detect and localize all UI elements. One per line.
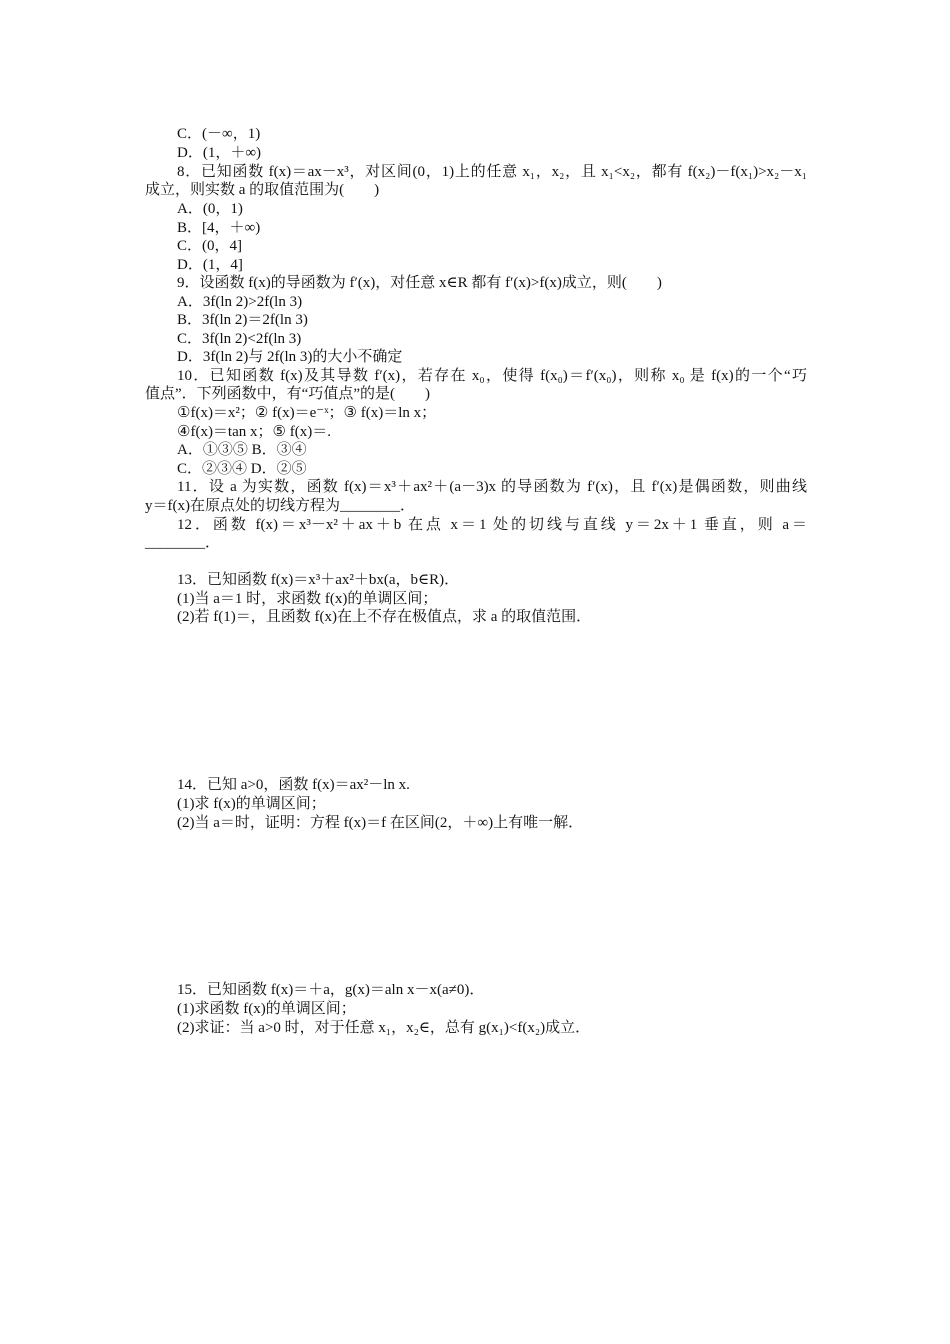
q14-part1: (1)求 f(x)的单调区间； <box>177 796 326 812</box>
q14-part2: (2)当 a＝时，证明：方程 f(x)＝f 在区间(2，＋∞)上有唯一解． <box>177 815 584 831</box>
q10-stem-line1: 10．已知函数 f(x)及其导数 f′(x)，若存在 x₀，使得 f(x₀)＝f′(x₀)，则称 x₀ 是 f(x)的一个“巧 <box>177 368 807 384</box>
q8-stem-line1: 8．已知函数 f(x)＝ax－x³，对区间(0，1)上的任意 x₁，x₂，且 x₁<x₂，都有 f(x₂)－f(x₁)>x₂－x₁ <box>177 164 807 180</box>
q14-stem: 14．已知 a>0，函数 f(x)＝ax²－ln x. <box>177 777 410 793</box>
q7-option-d: D．(1，＋∞) <box>177 145 262 161</box>
q15-part1: (1)求函数 f(x)的单调区间； <box>177 1001 356 1017</box>
q12-stem-line1: 12．函数 f(x)＝x³－x²＋ax＋b 在点 x＝1 处的切线与直线 y＝2x＋1 垂直，则 a＝ <box>177 517 807 533</box>
q11-stem-line2: y＝f(x)在原点处的切线方程为________． <box>145 498 415 514</box>
q9-option-d: D．3f(ln 2)与 2f(ln 3)的大小不确定 <box>177 349 403 365</box>
q13-stem: 13．已知函数 f(x)＝x³＋ax²＋bx(a，b∈R)． <box>177 572 460 588</box>
q8-option-d: D．(1，4] <box>177 257 243 273</box>
q12-stem-line2: ________． <box>145 535 221 551</box>
q7-option-c: C．(－∞，1) <box>177 126 261 142</box>
q9-option-c: C．3f(ln 2)<2f(ln 3) <box>177 331 302 347</box>
q9-option-a: A．3f(ln 2)>2f(ln 3) <box>177 294 303 310</box>
q10-options-ab: A．①③⑤ B．③④ <box>177 442 307 458</box>
q15-stem: 15．已知函数 f(x)＝＋a，g(x)＝aln x－x(a≠0)． <box>177 982 485 998</box>
q8-option-b: B．[4，＋∞) <box>177 220 261 236</box>
q10-functions-line1: ①f(x)＝x²；② f(x)＝e⁻ˣ；③ f(x)＝ln x； <box>177 405 437 421</box>
q11-stem-line1: 11．设 a 为实数，函数 f(x)＝x³＋ax²＋(a－3)x 的导函数为 f′(x)，且 f′(x)是偶函数，则曲线 <box>177 479 807 495</box>
q10-functions-line2: ④f(x)＝tan x；⑤ f(x)＝. <box>177 424 331 440</box>
q9-option-b: B．3f(ln 2)＝2f(ln 3) <box>177 312 308 328</box>
q15-part2: (2)求证：当 a>0 时，对于任意 x₁，x₂∈，总有 g(x₁)<f(x₂)成立． <box>177 1020 591 1036</box>
q8-option-c: C．(0，4] <box>177 238 242 254</box>
q8-option-a: A．(0，1) <box>177 201 243 217</box>
q10-stem-line2: 值点”．下列函数中，有“巧值点”的是( ) <box>145 386 430 402</box>
q8-stem-line2: 成立，则实数 a 的取值范围为( ) <box>145 182 380 198</box>
q9-stem: 9．设函数 f(x)的导函数为 f′(x)，对任意 x∈R 都有 f′(x)>f(x)成立，则( ) <box>177 275 662 291</box>
q13-part2: (2)若 f(1)＝，且函数 f(x)在上不存在极值点，求 a 的取值范围． <box>177 609 592 625</box>
q13-part1: (1)当 a＝1 时，求函数 f(x)的单调区间； <box>177 591 438 607</box>
q10-options-cd: C．②③④ D．②⑤ <box>177 461 307 477</box>
